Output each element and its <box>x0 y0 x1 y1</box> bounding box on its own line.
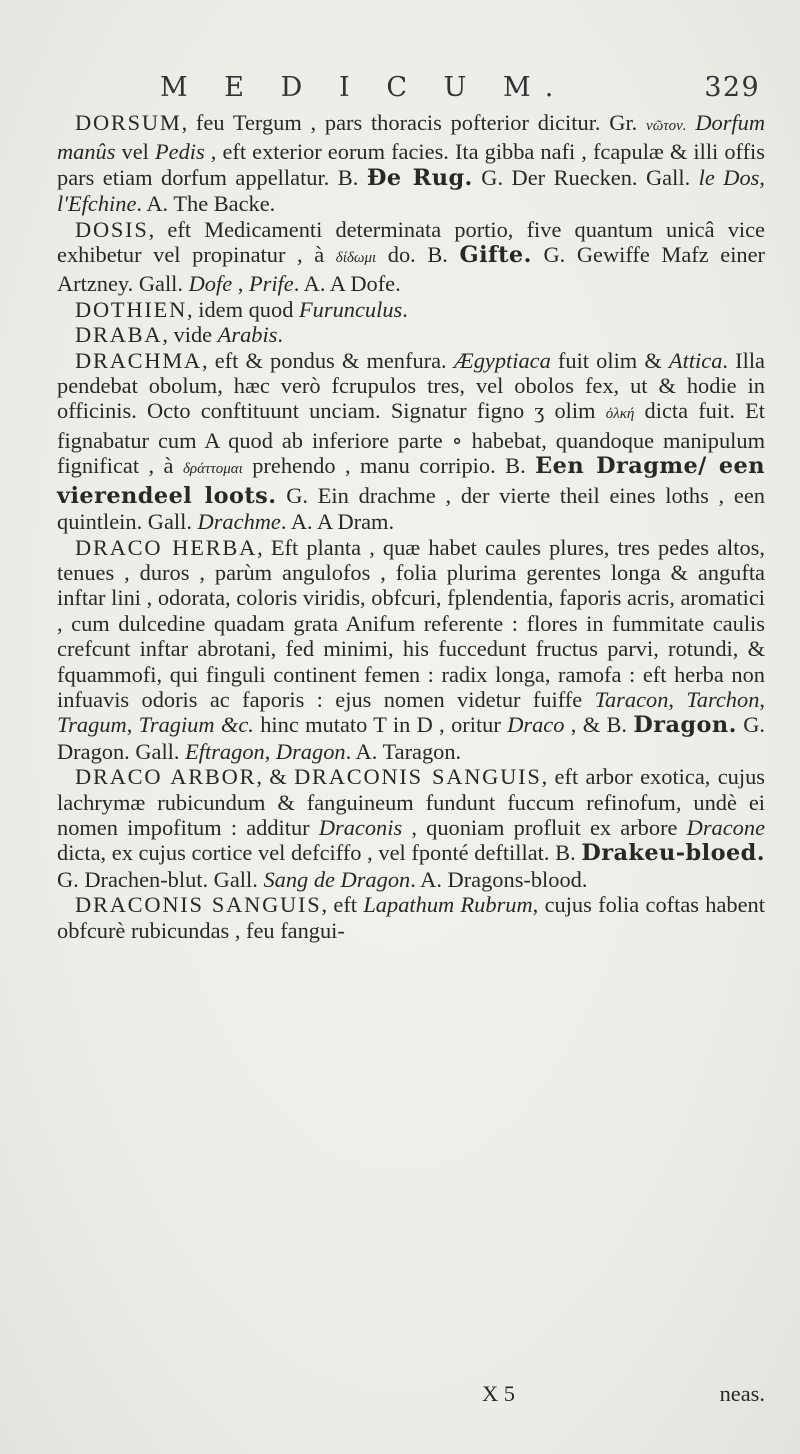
entry-text: . A. The Backe. <box>136 191 276 217</box>
entry-text: Ðe Rug. <box>366 164 473 191</box>
entry-headword: DRACO HERBA <box>75 534 258 560</box>
entry-text: , feu Tergum , pars thoracis pofterior dicitur. Gr. <box>181 110 647 135</box>
entry-text: Tarchon <box>686 686 760 712</box>
entry-text: , eft exterior eorum facies. Ita gibba nafi , fcapulæ & illi offis pars etiam dorfum appellatur. B. <box>57 139 765 190</box>
entry-text: , <box>759 686 765 712</box>
catchword: neas. <box>719 1381 765 1406</box>
entry-text: Dragon <box>275 738 346 764</box>
entry-text: hinc mutato T in D , oritur <box>253 712 508 738</box>
entry-text: , cujus folia coftas habent obfcurè rubicundas , feu fangui- <box>57 892 765 943</box>
dictionary-entry <box>57 764 765 892</box>
dictionary-body <box>57 110 765 943</box>
entry-text: , eft & pondus & menfura. <box>202 347 454 373</box>
header-title: M E D I C U M. <box>160 72 568 103</box>
entry-text: , & <box>256 764 295 790</box>
page-number: 329 <box>704 72 760 103</box>
entry-text: , <box>232 271 249 297</box>
entry-text: ὀλκή <box>605 406 635 423</box>
entry-text: dicta fuit. Et fignabatur cum A quod ab inferiore parte ∘ habebat, quandoque manipulum fignificat , à <box>57 398 765 479</box>
entry-text: Pedis <box>154 139 205 165</box>
entry-text: , & B. <box>564 712 634 738</box>
entry-text: . Illa pendebat obolum, hæc verò fcrupulos tres, vel obolos fex, ut & hodie in officinis. Octo conftituunt unciam. Signatur figno ʒ olim <box>57 347 765 424</box>
dictionary-entry <box>57 110 765 217</box>
dictionary-entry <box>57 892 765 943</box>
dictionary-entry <box>57 217 765 297</box>
entry-text: Taracon <box>594 686 669 712</box>
entry-text: Dracone <box>686 814 766 840</box>
entry-text: Dorfum manûs <box>57 110 765 165</box>
entry-text: le Dos <box>698 164 760 190</box>
entry-text: Attica <box>668 347 723 373</box>
entry-headword: DRACHMA <box>75 347 203 373</box>
entry-text: , <box>264 738 276 764</box>
entry-text: Dragon. <box>633 712 737 739</box>
entry-text: . <box>277 322 284 348</box>
entry-text: Tragum <box>57 712 127 738</box>
entry-text: , eft arbor exotica, cujus lachrymæ rubicundum & fanguineum fundunt fuccum refinofum, undè ei nomen impofitum : additur <box>57 764 765 840</box>
entry-text: fuit olim & <box>550 347 669 373</box>
entry-text: Draconis <box>318 814 403 840</box>
entry-text: Gifte. <box>459 242 532 269</box>
entry-text: Ægyptiaca <box>453 347 551 373</box>
entry-text: G. Der Ruecken. Gall. <box>472 164 699 190</box>
entry-text: Dofe <box>188 271 233 297</box>
entry-text: Drakeu-bloed. <box>581 840 765 867</box>
entry-headword: DRABA <box>75 322 163 348</box>
entry-text: DRACONIS SANGUIS <box>294 764 542 790</box>
entry-text: dicta, ex cujus cortice vel defciffo , vel fponté deftillat. B. <box>57 840 582 866</box>
entry-text: . A. A Dofe. <box>293 271 401 297</box>
entry-text: Draco <box>507 712 565 738</box>
entry-text: , quoniam profluit ex arbore <box>402 814 687 840</box>
entry-text: , eft <box>321 892 364 918</box>
entry-text: , <box>126 712 139 738</box>
signature-mark: X 5 <box>482 1381 515 1406</box>
entry-text: Prife <box>248 271 294 297</box>
entry-headword: DRACONIS SANGUIS <box>75 892 322 918</box>
entry-text: Drachme <box>197 509 281 535</box>
entry-headword: DORSUM <box>75 110 182 135</box>
dictionary-entry <box>57 535 765 765</box>
entry-text: , eft Medicamenti determinata portio, five quantum unicâ vice exhibetur vel propinatur , à <box>57 216 765 268</box>
entry-text: . A. A Dram. <box>280 509 395 535</box>
entry-text: Furunculus <box>299 296 403 322</box>
entry-text: , Eft planta , quæ habet caules plures, tres pedes altos, tenues , duros , parùm angulofos , folia plurima gerentes longa & angufta inftar lini , odorata, coloris viridis, obfcuri, fplendentia, faporis acris, aromatici , cum dulcedine quadam grata Anifum referente : flores in fummitate caulis crefcunt inftar abrotani, fed minimi, his fuccedunt fructus parvi, rotundi, & fquammofi, qui finguli continent femen : radix longa, ramofa : eft herba non infuavis odoris ac faporis : ejus nomen videtur fuiffe <box>57 534 765 712</box>
dictionary-entry <box>57 348 765 535</box>
entry-headword: DRACO ARBOR <box>75 764 257 790</box>
entry-text: Een Dragme/ een vierendeel loots. <box>57 453 765 509</box>
entry-text <box>687 110 696 135</box>
entry-text: prehendo , manu corripio. B. <box>242 453 536 479</box>
entry-text: G. Ein drachme , der vierte theil eines loths , een quintlein. Gall. <box>57 482 765 535</box>
entry-text: G. Dragon. Gall. <box>57 712 765 764</box>
dictionary-entry <box>57 297 765 322</box>
entry-text: G. Drachen-blut. Gall. <box>57 866 264 892</box>
entry-text: Arabis <box>217 322 278 348</box>
entry-text: δίδωμι <box>335 250 377 267</box>
entry-text: l'Efchine <box>57 191 137 217</box>
entry-text: , vide <box>162 322 218 348</box>
entry-text: δράττομαι <box>182 461 243 478</box>
entry-text: Sang de Dragon <box>263 866 411 892</box>
page-footer <box>57 1381 765 1411</box>
entry-text: . A. Dragons-blood. <box>410 866 588 892</box>
entry-text: , idem quod <box>187 296 299 322</box>
entry-headword: DOTHIEN <box>75 296 188 322</box>
entry-text: . A. Taragon. <box>345 738 462 764</box>
entry-text: Lapathum Rubrum <box>363 892 533 918</box>
entry-text: , <box>759 164 765 190</box>
entry-text: &c. <box>220 712 254 738</box>
entry-text: , <box>668 686 687 712</box>
dictionary-entry <box>57 322 765 347</box>
entry-headword: DOSIS <box>75 216 149 242</box>
entry-text: νῶτον. <box>646 118 687 134</box>
entry-text: Eftragon <box>185 738 265 764</box>
running-header <box>160 72 760 112</box>
entry-text: do. B. <box>376 242 460 268</box>
entry-text: . <box>402 296 408 322</box>
entry-text: G. Gewiffe Mafz einer Artzney. Gall. <box>57 242 766 297</box>
entry-text: Tragium <box>138 712 215 738</box>
entry-text: vel <box>115 139 155 165</box>
